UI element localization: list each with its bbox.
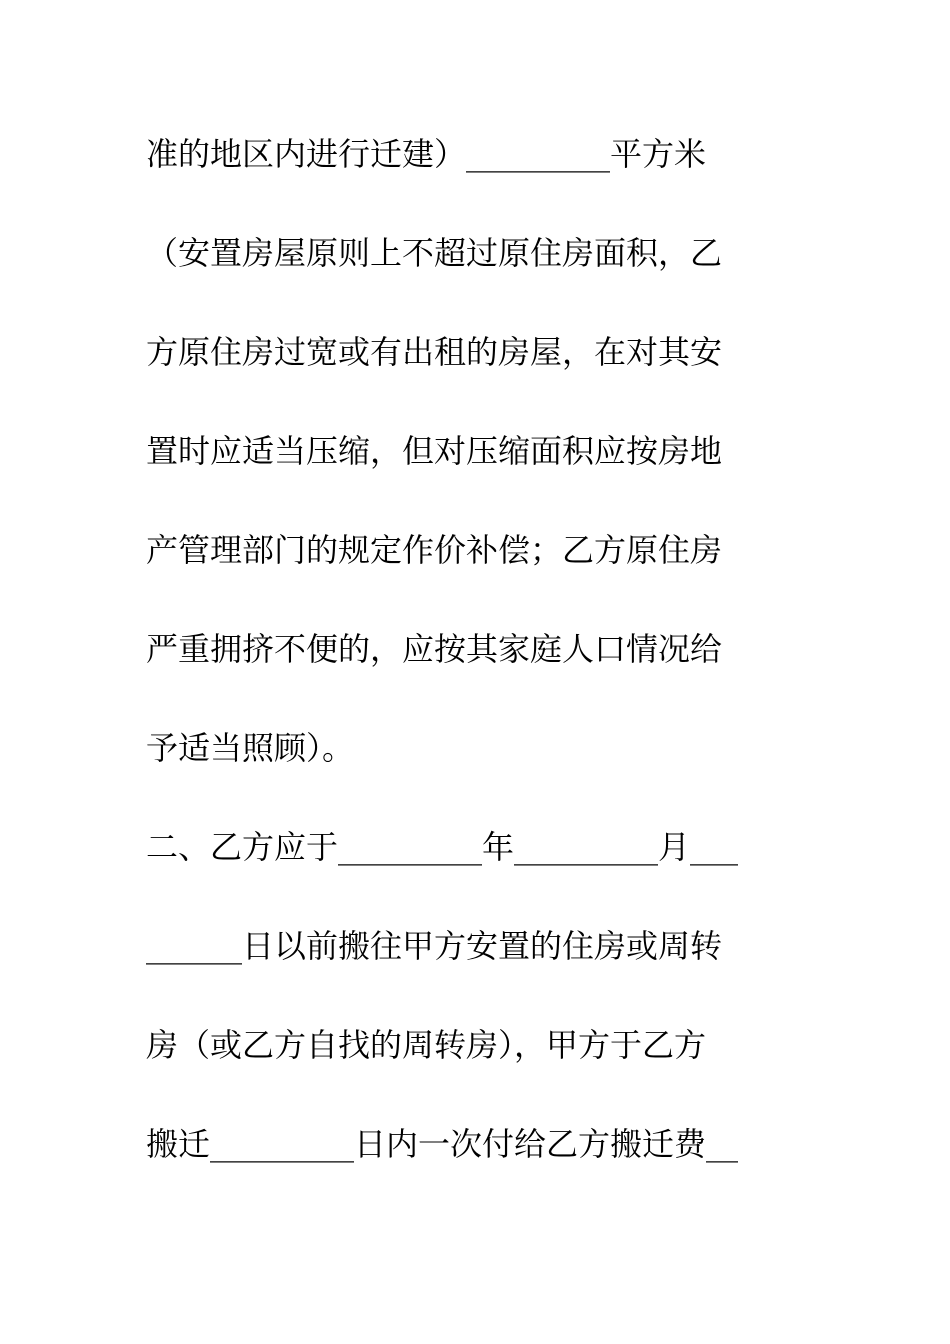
text-line-1: 准的地区内进行迁建）_________平方米 (146, 135, 707, 173)
text-line-5: 产管理部门的规定作价补偿；乙方原住房 (146, 531, 723, 569)
text-line-3: 方原住房过宽或有出租的房屋，在对其安 (146, 333, 723, 371)
text-line-2: （安置房屋原则上不超过原住房面积，乙 (146, 234, 723, 272)
text-line-11: 搬迁_________日内一次付给乙方搬迁费__ (146, 1125, 739, 1163)
text-line-10: 房（或乙方自找的周转房），甲方于乙方 (146, 1026, 707, 1064)
text-line-4: 置时应适当压缩，但对压缩面积应按房地 (146, 432, 723, 470)
text-line-9: ______日以前搬往甲方安置的住房或周转 (146, 927, 723, 965)
text-line-7: 予适当照顾）。 (146, 729, 355, 767)
text-line-8: 二、乙方应于_________年_________月___ (146, 828, 739, 866)
document-body (146, 122, 806, 1211)
text-line-6: 严重拥挤不便的，应按其家庭人口情况给 (146, 630, 723, 668)
